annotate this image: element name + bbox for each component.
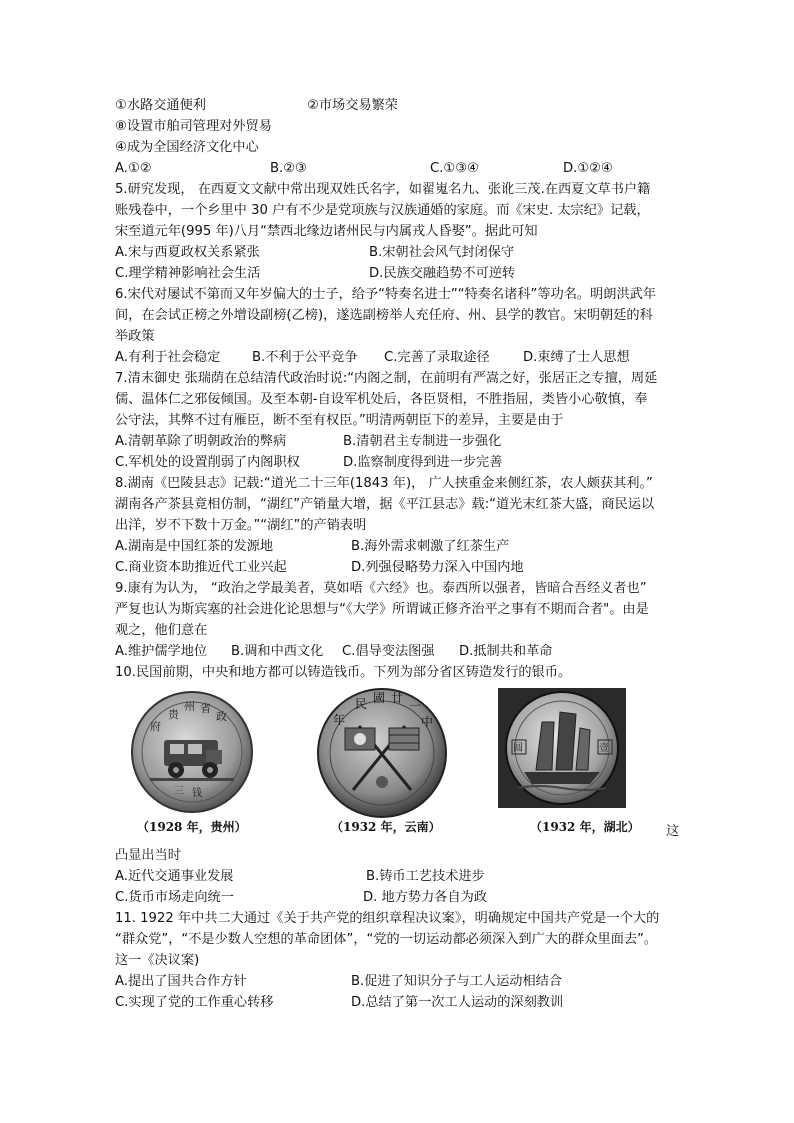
q6-option-b: B.不利于公平竞争	[252, 350, 358, 365]
silver-coin-junk-ship-icon	[498, 688, 626, 808]
coin-caption-guizhou: （1928 年，贵州）	[137, 820, 247, 834]
q8-stem-line-2: 湖南各产茶县竟相仿制，“湖红”产销量大增，据《平江县志》载:“道光末红茶大盛，商民运以	[115, 497, 655, 512]
q5-option-a: A.宋与西夏政权关系紧张	[115, 245, 260, 260]
q5-option-d: D.民族交融趋势不可逆转	[369, 266, 516, 281]
svg-text:廿: 廿	[391, 691, 404, 705]
q9-stem-line-2: 严复也认为斯宾塞的社会进化论思想与“《大学》所谓诚正修齐治平之事有不期而合者"。由是	[115, 602, 649, 617]
coin-caption-hubei: （1932 年，湖北）	[530, 820, 640, 834]
q8-stem-line-1: 8.湖南《巴陵县志》记载:“道光二十三年(1843 年)， 广人挟重金来侧红茶，农人颇获其利。”	[115, 476, 653, 491]
q10-option-a: A.近代交通事业发展	[115, 869, 234, 884]
svg-text:年: 年	[333, 713, 346, 727]
svg-text:國: 國	[373, 691, 386, 705]
q6-stem-line-2: 间，在会试正榜之外增设副榜(乙榜)，遂选副榜举人充任府、州、县学的教官。宋明朝廷的科	[115, 308, 653, 323]
svg-text:贵: 贵	[168, 708, 179, 721]
svg-text:三: 三	[174, 786, 184, 797]
svg-text:府: 府	[150, 720, 161, 733]
q4-option-c: C.①③④	[430, 161, 479, 176]
svg-text:壹: 壹	[599, 743, 609, 754]
svg-text:一: 一	[409, 699, 422, 713]
q4-option-b: B.②③	[270, 161, 307, 176]
q10-stem-line-1: 10.民国前期，中央和地方都可以铸造钱币。下列为部分省区铸造发行的银币。	[115, 665, 572, 680]
q7-stem-line-2: 儒、温体仁之邪佞倾国。及至本朝-自设军机处后，各臣贤相，不胜指屈，类皆小心敬慎，奉	[115, 392, 648, 407]
svg-text:钱: 钱	[192, 788, 202, 799]
q7-stem-line-1: 7.清末御史 张瑞荫在总结清代政治时说:“内阁之制，在前明有严嵩之好，张居正之专擅，周延	[115, 371, 658, 386]
svg-text:民: 民	[355, 697, 368, 711]
q5-option-c: C.理学精神影响社会生活	[115, 266, 261, 281]
q8-stem-line-3: 出洋，岁不下数十万金。”“湖红”的产销表明	[115, 518, 367, 533]
q7-option-b: B.清朝君主专制进一步强化	[343, 434, 502, 449]
q11-option-d: D.总结了第一次工人运动的深刻教训	[351, 995, 564, 1010]
q5-stem-line-1: 5.研究发现， 在西夏文文献中常出现双姓氏名字，如翟嵬名九、张讹三茂.在西夏文草书户籍	[115, 182, 651, 197]
q9-option-c: C.倡导变法图强	[342, 644, 435, 659]
q6-stem-line-1: 6.宋代对屡试不第而又年岁偏大的士子，给予“特奏名进士”“特奏名诸科”等功名。明朗洪武年	[115, 287, 657, 302]
q8-option-d: D.列强侵略势力深入中国内地	[351, 560, 524, 575]
q4-option-d: D.①②④	[563, 161, 613, 176]
q11-stem-line-1: 11. 1922 年中共二大通过《关于共产党的组织章程决议案》，明确规定中国共产党是一个大的	[115, 911, 660, 926]
coin-caption-yunnan: （1932 年，云南）	[331, 820, 441, 834]
q5-stem-line-3: 宋至道元年(995 年)八月“禁西北缘边诸州民与内属戎人昏娶”。据此可知	[115, 224, 538, 239]
q5-option-b: B.宋朝社会风气封闭保守	[369, 245, 515, 260]
silver-coin-flags-icon	[315, 686, 449, 820]
q6-stem-line-3: 举政策	[115, 329, 155, 344]
svg-text:省: 省	[200, 702, 211, 715]
q6-option-a: A.有利于社会稳定	[115, 350, 221, 365]
q11-option-a: A.提出了国共合作方针	[115, 974, 247, 989]
q7-stem-line-3: 公守法，其弊不过有雁臣，断不至有权臣。”明清两朝臣下的差异，主要是由于	[115, 413, 564, 428]
svg-text:州: 州	[184, 700, 195, 713]
q4-item-1: ①水路交通便利	[115, 98, 206, 113]
q4-item-2: ②市场交易繁荣	[307, 98, 398, 113]
q10-stem-tail: 这	[666, 824, 680, 839]
q9-stem-line-1: 9.康有为认为， “政治之学最美者，莫如唔《六经》也。泰西所以强者，皆暗合吾经义者也”	[115, 581, 647, 596]
q6-option-d: D.束缚了士人思想	[523, 350, 630, 365]
q10-option-d: D. 地方势力各自为政	[363, 890, 488, 905]
q8-option-b: B.海外需求刺激了红茶生产	[351, 539, 510, 554]
q11-option-b: B.促进了知识分子与工人运动相结合	[351, 974, 563, 989]
q10-option-b: B.铸币工艺技术进步	[366, 869, 485, 884]
q9-option-a: A.维护儒学地位	[115, 644, 208, 659]
q5-stem-line-2: 账残卷中，一个乡里中 30 户有不少是党项族与汉族通婚的家庭。而《宋史. 太宗纪》记载，	[115, 203, 650, 218]
q9-stem-line-3: 观之，他们意在	[115, 623, 208, 638]
q7-option-c: C.军机处的设置削弱了内阁职权	[115, 455, 300, 470]
q8-option-c: C.商业资本助推近代工业兴起	[115, 560, 287, 575]
svg-text:圆: 圆	[513, 743, 523, 754]
q11-option-c: C.实现了党的工作重心转移	[115, 995, 274, 1010]
q7-option-a: A.清朝革除了明朝政治的弊病	[115, 434, 287, 449]
q7-option-d: D.监察制度得到进一步完善	[343, 455, 503, 470]
silver-coin-car-icon	[130, 690, 254, 814]
q9-option-b: B.调和中西文化	[231, 644, 324, 659]
q10-option-c: C.货币市场走向统一	[115, 890, 234, 905]
q9-option-d: D.抵制共和革命	[459, 644, 553, 659]
q4-item-3: ⑧设置市舶司管理对外贸易	[115, 119, 272, 134]
svg-text:政: 政	[216, 710, 227, 723]
q10-stem-continuation: 凸显出当时	[115, 848, 181, 863]
q4-item-4: ④成为全国经济文化中心	[115, 140, 259, 155]
q11-stem-line-2: “群众党”，“不是少数人空想的革命团体”，“党的一切运动都必须深入到广大的群众里面去”。	[115, 932, 658, 947]
q6-option-c: C.完善了录取途径	[384, 350, 490, 365]
svg-text:中: 中	[421, 715, 434, 729]
q11-stem-line-3: 这一《决议案)	[115, 953, 200, 968]
q8-option-a: A.湖南是中国红茶的发源地	[115, 539, 274, 554]
q4-option-a: A.①②	[115, 161, 152, 176]
